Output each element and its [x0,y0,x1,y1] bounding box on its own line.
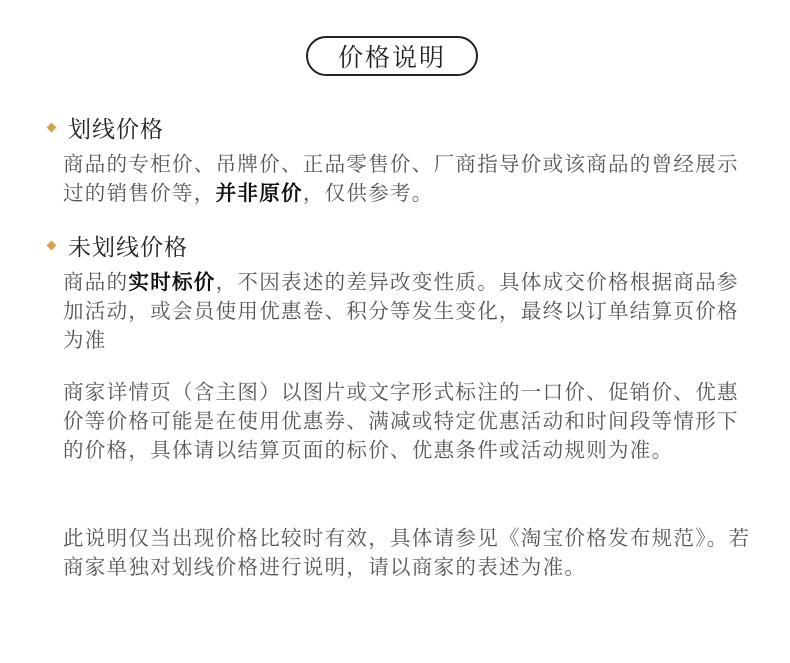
disclaimer-paragraph: 此说明仅当出现价格比较时有效，具体请参见《淘宝价格发布规范》。若商家单独对划线价格进行说明，请以商家的表述为准。 [63,526,751,579]
page-title-text: 价格说明 [337,43,446,72]
section-heading: 划线价格 [68,116,164,143]
diamond-bullet-icon [47,240,57,250]
section-paragraph [63,268,753,355]
emphasis-text: 并非原价 [215,181,303,205]
section-heading: 未划线价格 [68,234,188,261]
diamond-bullet-icon [47,122,57,132]
section-paragraph [63,150,753,208]
merchant-detail-paragraph: 商家详情页（含主图）以图片或文字形式标注的一口价、促销价、优惠价等价格可能是在使用优惠券、满减或特定优惠活动和时间段等情形下的价格，具体请以结算页面的标价、优惠条件或活动规则为准。 [63,380,739,462]
paragraph-text: ，仅供参考。 [302,181,434,205]
section-strikethrough-price [44,110,164,144]
emphasis-text: 实时标价 [128,270,216,294]
page-title [306,36,478,76]
section-header [44,110,164,144]
paragraph-text: ，不因表述的差异改变性质。具体成交价格根据商品参加活动，或会员使用优惠卷、积分等发生变化，最终以订单结算页价格为准 [63,270,739,352]
paragraph-text: 商品的专柜价、吊牌价、正品零售价、厂商指导价或该商品的曾经展示过的销售价等， [63,152,739,205]
section-header [44,228,188,262]
section-non-strikethrough-price [44,228,188,262]
paragraph-text: 商品的 [63,270,129,294]
